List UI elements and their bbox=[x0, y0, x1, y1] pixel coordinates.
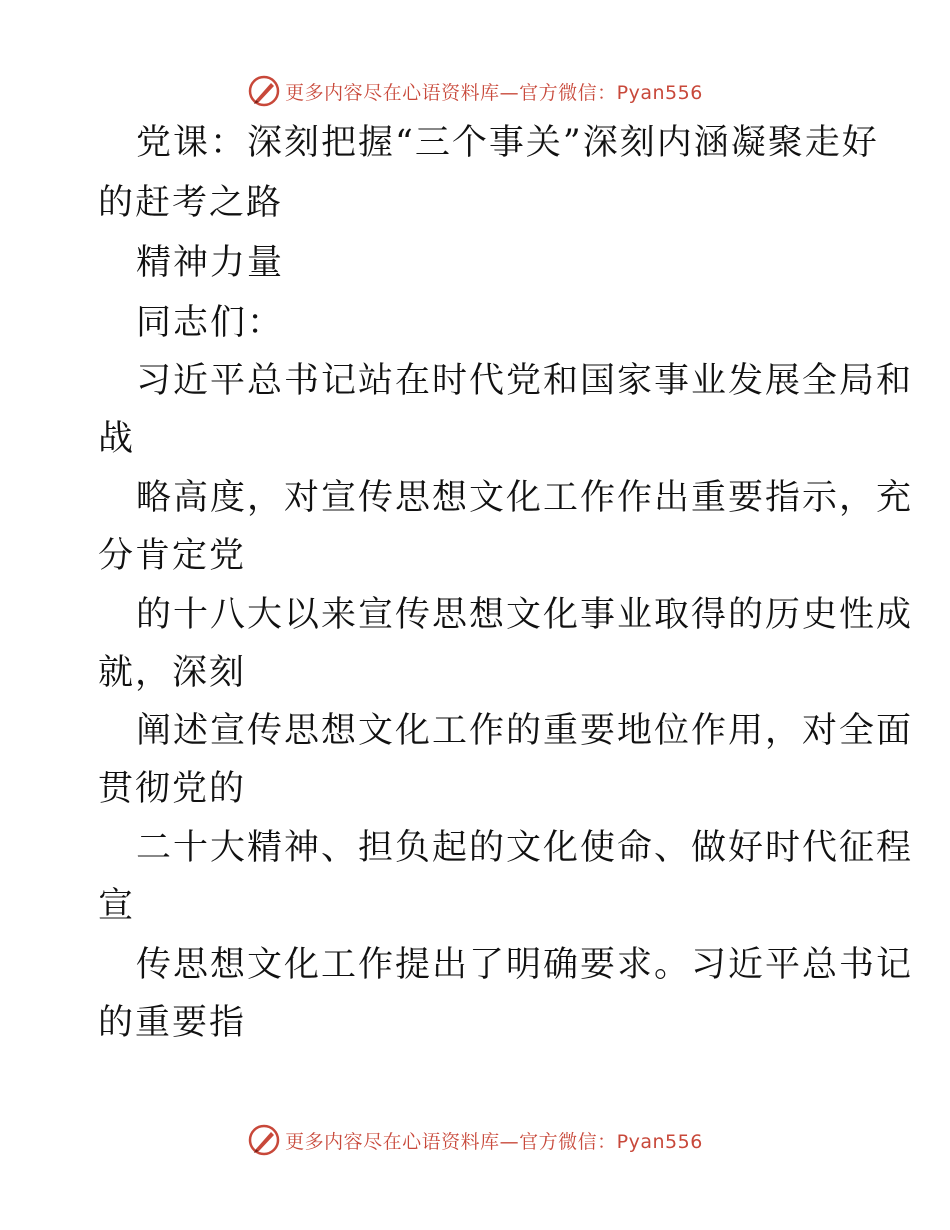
footer-banner-text: 更多内容尽在心语资料库—官方微信：Pyan556 bbox=[285, 1130, 703, 1153]
paragraph-line: 宣 bbox=[98, 886, 136, 926]
paragraph-line: 就，深刻 bbox=[98, 653, 247, 693]
paragraph-line: 略高度，对宣传思想文化工作作出重要指示，充 bbox=[136, 478, 914, 518]
paragraph-line: 的重要指 bbox=[98, 1003, 247, 1043]
title-line-3: 精神力量 bbox=[136, 243, 285, 283]
footer-banner bbox=[0, 1120, 950, 1160]
header-banner-text: 更多内容尽在心语资料库—官方微信：Pyan556 bbox=[285, 81, 703, 104]
paragraph-line: 阐述宣传思想文化工作的重要地位作用，对全面 bbox=[136, 711, 914, 751]
paragraph-line: 传思想文化工作提出了明确要求。习近平总书记 bbox=[136, 945, 914, 985]
title-line-1: 党课：深刻把握“三个事关”深刻内涵凝聚走好 bbox=[136, 123, 879, 163]
paragraph-line: 战 bbox=[98, 419, 136, 459]
title-line-2: 的赶考之路 bbox=[98, 183, 284, 223]
pen-logo-icon bbox=[247, 1123, 281, 1157]
pen-logo-icon bbox=[247, 74, 281, 108]
paragraph-line: 的十八大以来宣传思想文化事业取得的历史性成 bbox=[136, 595, 914, 635]
paragraph-line: 习近平总书记站在时代党和国家事业发展全局和 bbox=[136, 361, 914, 401]
paragraph-line: 贯彻党的 bbox=[98, 769, 247, 809]
paragraph-line: 分肯定党 bbox=[98, 536, 247, 576]
paragraph-line: 二十大精神、担负起的文化使命、做好时代征程 bbox=[136, 828, 914, 868]
salutation: 同志们： bbox=[136, 303, 285, 343]
header-banner bbox=[0, 71, 950, 111]
